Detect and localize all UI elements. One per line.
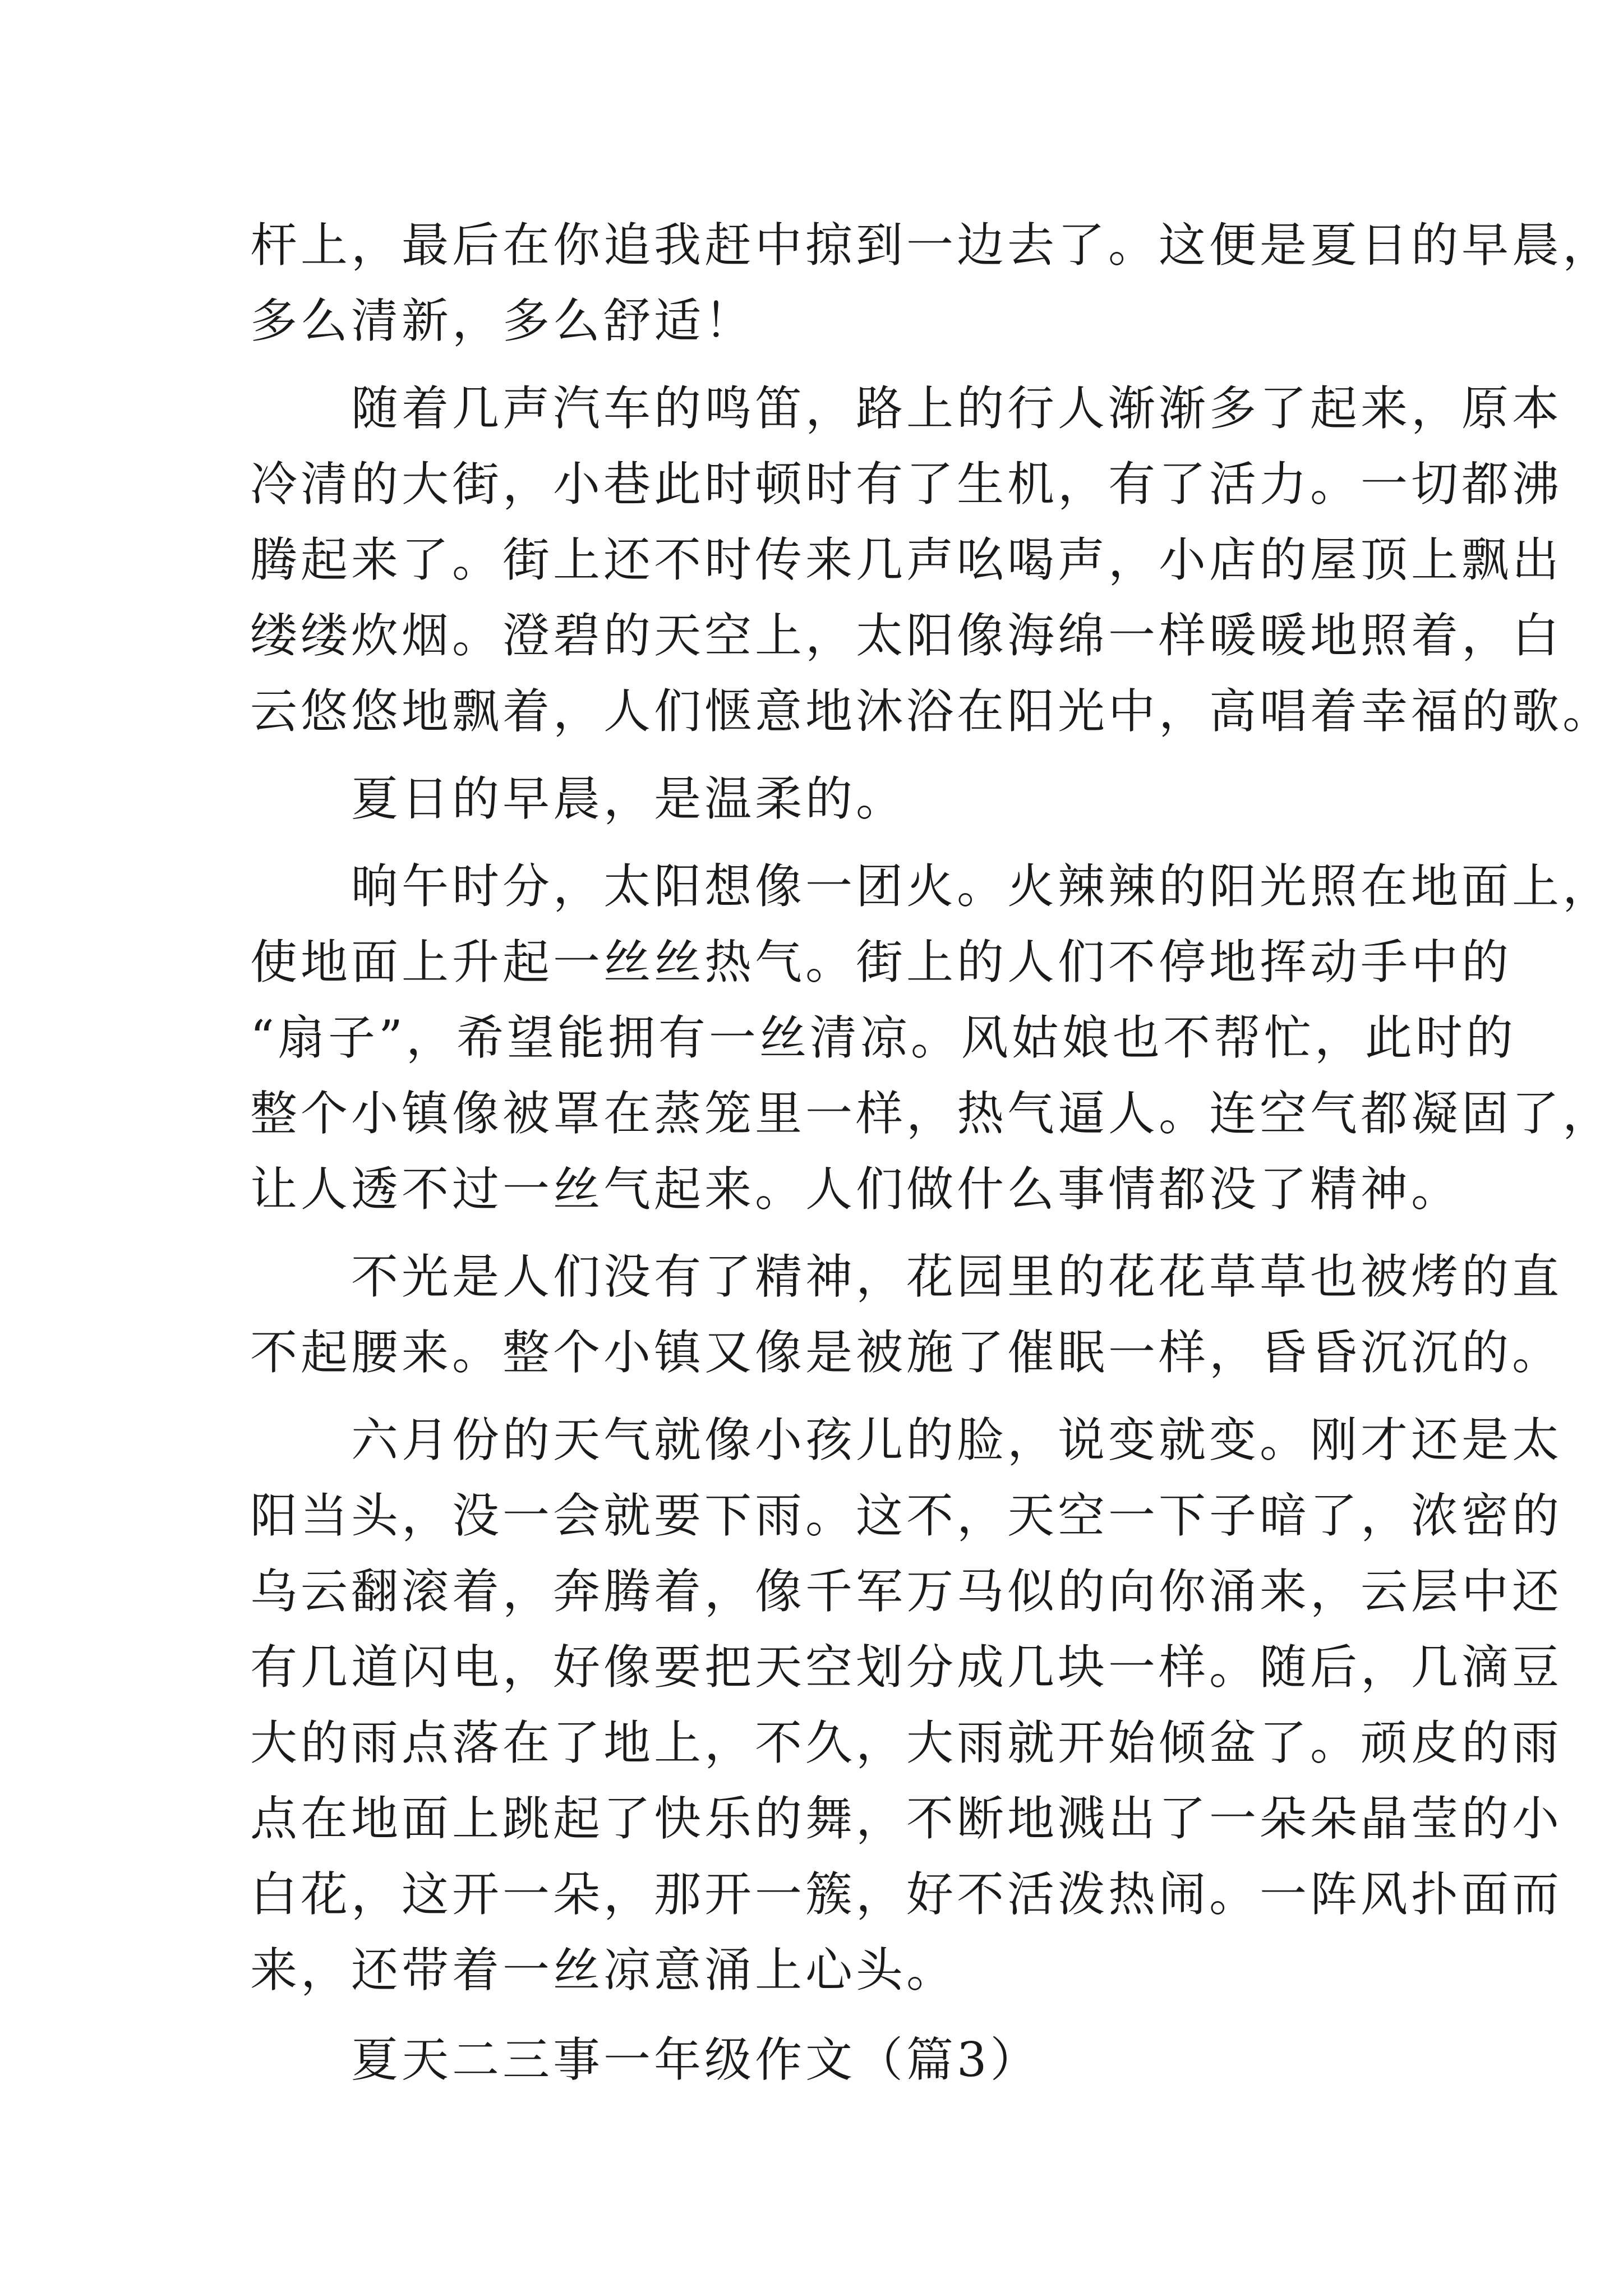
text-line: 整个小镇像被罩在蒸笼里一样，热气逼人。连空气都凝固了， <box>250 1086 1613 1141</box>
section-heading: 夏天二三事一年级作文（篇3） <box>250 2032 1041 2087</box>
text-line: 夏日的早晨，是温柔的。 <box>250 771 907 826</box>
text-line: 点在地面上跳起了快乐的舞，不断地溅出了一朵朵晶莹的小 <box>250 1791 1563 1846</box>
text-line: 腾起来了。街上还不时传来几声吆喝声，小店的屋顶上飘出 <box>250 532 1563 587</box>
text-line: 来，还带着一丝凉意涌上心头。 <box>250 1943 957 1998</box>
text-line: 阳当头，没一会就要下雨。这不，天空一下子暗了，浓密的 <box>250 1488 1563 1543</box>
text-line: 使地面上升起一丝丝热气。街上的人们不停地挥动手中的 <box>250 935 1513 990</box>
text-line: 白花，这开一朵，那开一簇，好不活泼热闹。一阵风扑面而 <box>250 1867 1563 1922</box>
text-line: 有几道闪电，好像要把天空划分成几块一样。随后，几滴豆 <box>250 1640 1563 1695</box>
text-line: 大的雨点落在了地上，不久，大雨就开始倾盆了。顽皮的雨 <box>250 1715 1563 1770</box>
text-line: 冷清的大街，小巷此时顿时有了生机，有了活力。一切都沸 <box>250 457 1563 512</box>
text-line: 六月份的天气就像小孩儿的脸，说变就变。刚才还是太 <box>250 1412 1563 1467</box>
text-line: 不光是人们没有了精神，花园里的花花草草也被烤的直 <box>250 1249 1563 1304</box>
text-line: 随着几声汽车的鸣笛，路上的行人渐渐多了起来，原本 <box>250 381 1563 436</box>
text-line: 缕缕炊烟。澄碧的天空上，太阳像海绵一样暖暖地照着，白 <box>250 608 1563 663</box>
text-line: “扇子”，希望能拥有一丝清凉。风姑娘也不帮忙，此时的 <box>250 1010 1516 1065</box>
text-line: 乌云翻滚着，奔腾着，像千军万马似的向你涌来，云层中还 <box>250 1564 1563 1619</box>
text-line: 不起腰来。整个小镇又像是被施了催眠一样，昏昏沉沉的。 <box>250 1325 1563 1380</box>
text-line: 云悠悠地飘着，人们惬意地沐浴在阳光中，高唱着幸福的歌。 <box>250 684 1613 739</box>
text-line: 多么清新，多么舒适！ <box>250 293 755 348</box>
text-line: 让人透不过一丝气起来。人们做什么事情都没了精神。 <box>250 1162 1462 1217</box>
text-line: 杆上，最后在你追我赶中掠到一边去了。这便是夏日的早晨， <box>250 218 1613 273</box>
essay-body <box>250 208 1613 2098</box>
text-line: 晌午时分，太阳想像一团火。火辣辣的阳光照在地面上， <box>250 859 1613 914</box>
